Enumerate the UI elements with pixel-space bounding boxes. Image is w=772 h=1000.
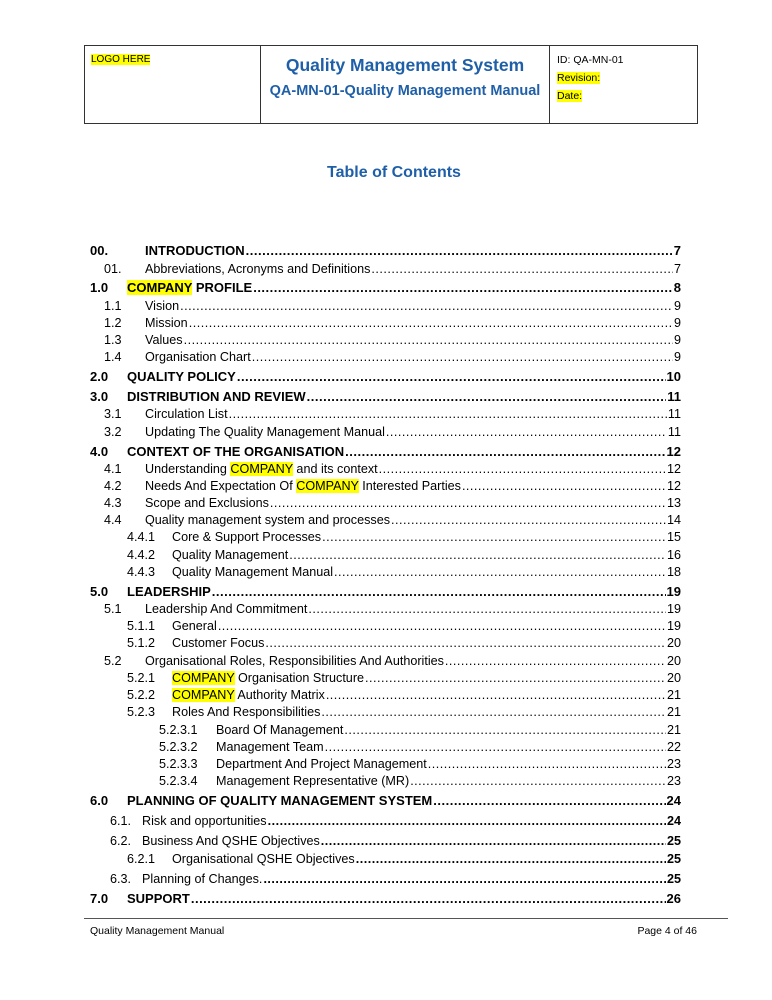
- highlighted-placeholder: COMPANY: [172, 671, 235, 685]
- title-text: INTRODUCTION: [145, 243, 245, 258]
- title-text: Organisation Chart: [145, 350, 251, 364]
- toc-entry-title: [145, 261, 370, 277]
- title-text: Vision: [145, 299, 180, 313]
- header-table: [84, 45, 698, 124]
- toc-entry-title: [172, 704, 320, 720]
- toc-entry-number: 4.4: [104, 513, 122, 527]
- toc-entry-number: 6.3.: [110, 872, 132, 886]
- title-cell: [261, 46, 550, 123]
- toc-entry-title: [127, 584, 211, 600]
- toc-entry-page: 18: [666, 565, 681, 579]
- highlighted-placeholder: COMPANY: [127, 280, 193, 295]
- dot-leader: [321, 833, 666, 849]
- toc-entry-title: [145, 601, 307, 617]
- toc-entry-number: 4.3: [104, 496, 122, 510]
- dot-leader: [379, 461, 666, 477]
- title-text: Circulation List: [145, 407, 228, 421]
- dot-leader: [308, 601, 666, 617]
- title-text: Quality Management: [172, 548, 289, 562]
- toc-entry-page: 25: [666, 834, 681, 848]
- toc-entry-title: [145, 461, 378, 477]
- toc-entry[interactable]: [90, 891, 681, 907]
- title-text: Organisational QSHE Objectives: [172, 852, 355, 866]
- toc-entry[interactable]: [90, 793, 681, 809]
- toc-entry-title: [172, 670, 364, 686]
- toc-entry[interactable]: [90, 243, 681, 259]
- title-text: Values: [145, 333, 183, 347]
- toc-entry-page: 26: [666, 891, 681, 906]
- toc-entry-page: 9: [673, 350, 681, 364]
- toc-entry-page: 23: [666, 757, 681, 771]
- title-text: Management Team: [216, 740, 324, 754]
- toc-entry-number: 1.0: [90, 280, 109, 295]
- title-text: Quality management system and processes: [145, 513, 390, 527]
- toc-entry-number: 01.: [104, 262, 122, 276]
- toc-entry[interactable]: [127, 618, 681, 634]
- toc-entry-number: 4.4.1: [127, 530, 156, 544]
- toc-entry[interactable]: [159, 756, 681, 772]
- title-text: Core & Support Processes: [172, 530, 322, 544]
- dot-leader: [433, 793, 665, 809]
- dot-leader: [265, 635, 666, 651]
- document-title: QA-MN-01-Quality Management Manual: [269, 83, 541, 99]
- dot-leader: [252, 349, 673, 365]
- toc-entry-number: 4.4.2: [127, 548, 156, 562]
- toc-entry-page: 12: [666, 479, 681, 493]
- toc-entry-page: 12: [666, 462, 681, 476]
- title-text: CONTEXT OF THE ORGANISATION: [127, 444, 345, 459]
- dot-leader: [307, 389, 667, 405]
- toc-entry-title: [145, 512, 390, 528]
- title-text: PLANNING OF QUALITY MANAGEMENT SYSTEM: [127, 793, 433, 808]
- dot-leader: [365, 670, 666, 686]
- logo-placeholder: LOGO HERE: [91, 54, 151, 65]
- toc-entry[interactable]: [159, 722, 681, 738]
- date-label: Date:: [557, 90, 583, 102]
- toc-entry-title: [172, 547, 288, 563]
- toc-entry-page: 24: [666, 814, 681, 828]
- footer-page-number: Page 4 of 46: [637, 925, 697, 937]
- title-text: Roles And Responsibilities: [172, 705, 321, 719]
- toc-entry-title: [145, 298, 179, 314]
- toc-entry-title: [145, 332, 183, 348]
- title-text: Authority Matrix: [234, 688, 325, 702]
- title-text: Understanding: [145, 462, 231, 476]
- title-text: Interested Parties: [358, 479, 461, 493]
- dot-leader: [180, 298, 673, 314]
- toc-entry[interactable]: [127, 635, 681, 651]
- toc-entry[interactable]: [159, 739, 681, 755]
- title-text: SUPPORT: [127, 891, 190, 906]
- highlighted-placeholder: COMPANY: [230, 462, 293, 476]
- toc-entry[interactable]: [104, 461, 681, 477]
- toc-entry-title: [216, 773, 409, 789]
- toc-entry-number: 6.2.1: [127, 852, 156, 866]
- dot-leader: [237, 369, 666, 385]
- toc-entry-title: [127, 280, 252, 296]
- toc-entry-number: 1.2: [104, 316, 122, 330]
- toc-entry[interactable]: [127, 547, 681, 563]
- title-text: Management Representative (MR): [216, 774, 410, 788]
- toc-entry-page: 22: [666, 740, 681, 754]
- toc-entry-title: [127, 793, 432, 809]
- toc-entry[interactable]: [104, 512, 681, 528]
- footer-title: Quality Management Manual: [90, 925, 225, 937]
- toc-entry-number: 6.0: [90, 793, 109, 808]
- toc-entry[interactable]: [104, 495, 681, 511]
- title-text: DISTRIBUTION AND REVIEW: [127, 389, 306, 404]
- toc-entry[interactable]: [110, 833, 681, 849]
- dot-leader: [345, 444, 665, 460]
- title-text: Planning of Changes.: [142, 872, 263, 886]
- dot-leader: [184, 332, 673, 348]
- toc-entry-page: 14: [666, 513, 681, 527]
- title-text: PROFILE: [192, 280, 253, 295]
- toc-entry-page: 24: [666, 793, 681, 808]
- toc-entry-title: [145, 243, 245, 259]
- toc-entry-page: 23: [666, 774, 681, 788]
- title-text: and its context: [292, 462, 378, 476]
- dot-leader: [212, 584, 666, 600]
- highlighted-placeholder: COMPANY: [172, 688, 235, 702]
- toc-entry-number: 6.2.: [110, 834, 132, 848]
- toc-entry-title: [145, 653, 444, 669]
- dot-leader: [268, 813, 666, 829]
- toc-entry-title: [127, 444, 344, 460]
- toc-entry-page: 19: [666, 619, 681, 633]
- toc-entry-title: [216, 756, 427, 772]
- dot-leader: [410, 773, 666, 789]
- dot-leader: [229, 406, 667, 422]
- title-text: General: [172, 619, 217, 633]
- toc-entry-title: [172, 529, 321, 545]
- toc-entry-number: 2.0: [90, 369, 109, 384]
- toc-entry-page: 11: [667, 425, 681, 439]
- toc-entry-title: [145, 424, 385, 440]
- toc-entry-title: [172, 851, 355, 867]
- dot-leader: [270, 495, 666, 511]
- toc-entry[interactable]: [104, 601, 681, 617]
- toc-entry[interactable]: [104, 315, 681, 331]
- dot-leader: [334, 564, 666, 580]
- toc-entry-number: 5.2.2: [127, 688, 156, 702]
- toc-entry-number: 3.1: [104, 407, 122, 421]
- toc-entry-page: 7: [673, 243, 681, 258]
- toc-entry-page: 12: [666, 444, 681, 459]
- toc-entry-page: 21: [666, 723, 681, 737]
- title-text: Organisational Roles, Responsibilities And Authorities: [145, 654, 444, 668]
- title-text: Scope and Exclusions: [145, 496, 269, 510]
- toc-entry-page: 25: [666, 872, 681, 886]
- toc-entry[interactable]: [127, 564, 681, 580]
- toc-entry-number: 4.2: [104, 479, 122, 493]
- toc-entry[interactable]: [127, 687, 681, 703]
- toc-entry-number: 6.1.: [110, 814, 132, 828]
- title-text: Risk and opportunities: [142, 814, 267, 828]
- document-system-title: Quality Management System: [285, 55, 525, 75]
- dot-leader: [218, 618, 666, 634]
- toc-entry-title: [172, 564, 333, 580]
- toc-entry[interactable]: [127, 529, 681, 545]
- toc-entry[interactable]: [110, 813, 681, 829]
- title-text: Board Of Management: [216, 723, 344, 737]
- dot-leader: [371, 261, 673, 277]
- toc-entry-number: 3.0: [90, 389, 109, 404]
- toc-entry-title: [216, 739, 324, 755]
- toc-entry-page: 8: [673, 280, 681, 295]
- toc-entry[interactable]: [90, 369, 681, 385]
- dot-leader: [289, 547, 666, 563]
- toc-entry-page: 21: [666, 688, 681, 702]
- toc-entry-title: [172, 635, 264, 651]
- highlighted-placeholder: COMPANY: [296, 479, 359, 493]
- title-text: Updating The Quality Management Manual: [145, 425, 385, 439]
- toc-entry-title: [216, 722, 343, 738]
- toc-entry-title: [142, 833, 320, 849]
- toc-entry-number: 1.1: [104, 299, 122, 313]
- toc-entry-page: 25: [666, 852, 681, 866]
- dot-leader: [445, 653, 666, 669]
- toc-entry[interactable]: [104, 261, 681, 277]
- toc-entry-title: [142, 813, 267, 829]
- toc-entry-number: 5.1.2: [127, 636, 156, 650]
- dot-leader: [263, 871, 666, 887]
- toc-entry-number: 5.0: [90, 584, 109, 599]
- toc-entry[interactable]: [127, 704, 681, 720]
- toc-entry-number: 5.2.3.2: [159, 740, 198, 754]
- toc-entry[interactable]: [104, 653, 681, 669]
- title-text: Leadership And Commitment: [145, 602, 308, 616]
- toc-entry-title: [145, 349, 251, 365]
- dot-leader: [428, 756, 666, 772]
- toc-entry-page: 9: [673, 333, 681, 347]
- revision-label: Revision:: [557, 72, 601, 84]
- title-text: QUALITY POLICY: [127, 369, 236, 384]
- toc-entry-number: 5.2.3.3: [159, 757, 198, 771]
- toc-entry[interactable]: [104, 478, 681, 494]
- title-text: Business And QSHE Objectives: [142, 834, 320, 848]
- toc-entry[interactable]: [104, 424, 681, 440]
- toc-entry[interactable]: [104, 298, 681, 314]
- dot-leader: [386, 424, 667, 440]
- dot-leader: [321, 704, 666, 720]
- dot-leader: [326, 687, 666, 703]
- toc-entry-page: 20: [666, 654, 681, 668]
- dot-leader: [191, 891, 666, 907]
- toc-entry-page: 19: [666, 584, 681, 599]
- toc-entry-number: 00.: [90, 243, 109, 258]
- toc-entry-page: 20: [666, 671, 681, 685]
- toc-entry[interactable]: [90, 584, 681, 600]
- toc-entry[interactable]: [90, 444, 681, 460]
- toc-entry-page: 9: [673, 316, 681, 330]
- title-text: Abbreviations, Acronyms and Definitions: [145, 262, 371, 276]
- dot-leader: [356, 851, 666, 867]
- toc-entry-number: 1.3: [104, 333, 122, 347]
- footer-divider: [84, 918, 728, 919]
- dot-leader: [391, 512, 666, 528]
- document-id: ID: QA-MN-01: [557, 54, 624, 66]
- toc-entry-page: 7: [673, 262, 681, 276]
- title-text: LEADERSHIP: [127, 584, 211, 599]
- toc-entry[interactable]: [110, 871, 681, 887]
- toc-title: Table of Contents: [327, 164, 461, 181]
- toc-entry[interactable]: [90, 280, 681, 296]
- dot-leader: [322, 529, 666, 545]
- toc-entry[interactable]: [104, 406, 681, 422]
- toc-entry-number: 5.2.3.1: [159, 723, 198, 737]
- dot-leader: [325, 739, 666, 755]
- toc-entry-title: [172, 687, 325, 703]
- toc-entry-title: [145, 495, 269, 511]
- dot-leader: [344, 722, 666, 738]
- title-text: Organisation Structure: [234, 671, 365, 685]
- toc-entry-page: 19: [666, 602, 681, 616]
- toc-entry[interactable]: [104, 332, 681, 348]
- title-text: Needs And Expectation Of: [145, 479, 297, 493]
- toc-entry-title: [127, 389, 306, 405]
- toc-entry-page: 20: [666, 636, 681, 650]
- title-text: Mission: [145, 316, 188, 330]
- toc-entry-title: [142, 871, 262, 887]
- meta-cell: [550, 46, 697, 123]
- toc-entry-page: 11: [667, 407, 681, 421]
- toc-entry-number: 5.2.3.4: [159, 774, 198, 788]
- toc-entry-page: 10: [666, 369, 681, 384]
- toc-entry-number: 7.0: [90, 891, 109, 906]
- logo-cell: [85, 46, 261, 123]
- dot-leader: [462, 478, 666, 494]
- toc-entry[interactable]: [159, 773, 681, 789]
- toc-entry-number: 5.2.1: [127, 671, 156, 685]
- toc-entry[interactable]: [104, 349, 681, 365]
- toc-entry-page: 11: [667, 389, 681, 404]
- toc-entry-number: 4.4.3: [127, 565, 156, 579]
- toc-entry[interactable]: [127, 851, 681, 867]
- toc-entry-number: 1.4: [104, 350, 122, 364]
- toc-entry-title: [145, 315, 188, 331]
- toc-entry-page: 16: [666, 548, 681, 562]
- toc-entry-page: 15: [666, 530, 681, 544]
- toc-entry-page: 21: [666, 705, 681, 719]
- toc-entry-title: [145, 478, 461, 494]
- toc-entry-title: [127, 369, 236, 385]
- dot-leader: [246, 243, 673, 259]
- title-text: Department And Project Management: [216, 757, 427, 771]
- toc-entry-number: 5.2.3: [127, 705, 156, 719]
- toc-entry-number: 4.1: [104, 462, 122, 476]
- toc-entry-title: [172, 618, 217, 634]
- title-text: Customer Focus: [172, 636, 265, 650]
- dot-leader: [253, 280, 673, 296]
- toc-entry-number: 5.1: [104, 602, 122, 616]
- dot-leader: [189, 315, 673, 331]
- toc-entry[interactable]: [90, 389, 681, 405]
- toc-entry-number: 4.0: [90, 444, 109, 459]
- toc-entry-title: [145, 406, 228, 422]
- toc-entry-number: 5.2: [104, 654, 122, 668]
- title-text: Quality Management Manual: [172, 565, 334, 579]
- toc-entry-number: 5.1.1: [127, 619, 156, 633]
- toc-entry-title: [127, 891, 190, 907]
- toc-entry-number: 3.2: [104, 425, 122, 439]
- toc-entry[interactable]: [127, 670, 681, 686]
- toc-entry-page: 13: [666, 496, 681, 510]
- toc-entry-page: 9: [673, 299, 681, 313]
